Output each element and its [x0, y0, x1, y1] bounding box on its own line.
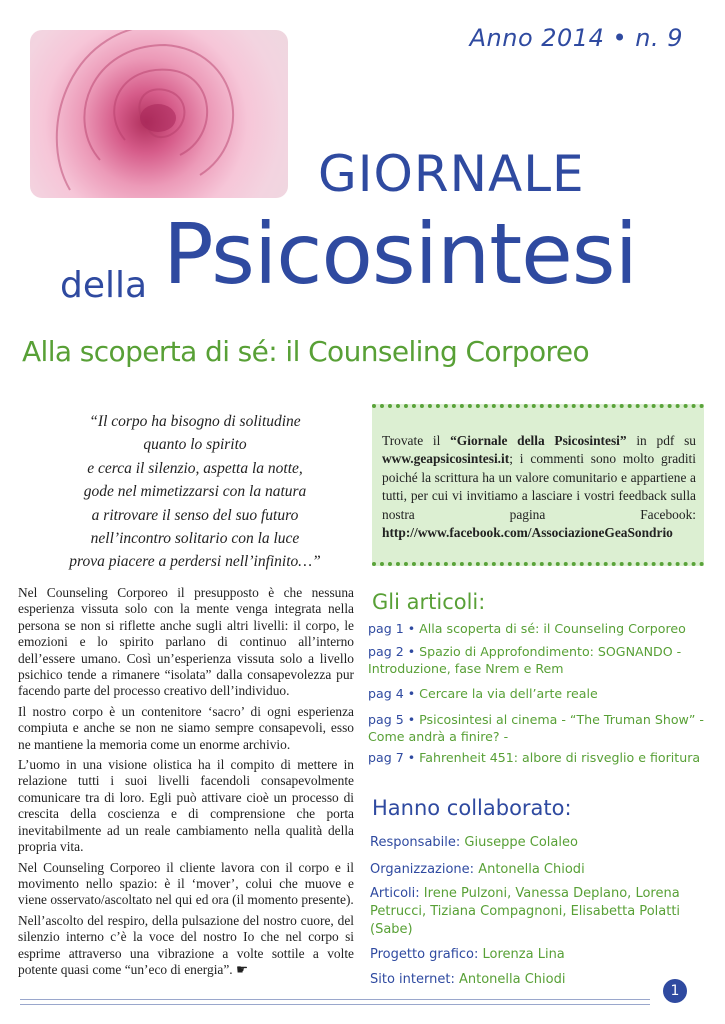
body-paragraph: Nel Counseling Corporeo il cliente lavora con il corpo e il movimento nello spazio: è il ‘mover’, colui che muove e viene osservato/ascoltato nel qui ed ora (il momento presente).	[18, 859, 354, 908]
opening-quote	[36, 410, 354, 574]
article-item[interactable]	[368, 711, 708, 745]
article-item[interactable]	[368, 643, 708, 677]
quote-line: quanto lo spirito	[143, 436, 247, 454]
article-title: Spazio di Approfondimento: SOGNANDO - Introduzione, fase Nrem e Rem	[368, 644, 682, 676]
article-title: Cercare la via dell’arte reale	[419, 686, 598, 701]
title-psicosintesi: Psicosintesi	[163, 205, 637, 303]
quote-line: gode nel mimetizzarsi con la natura	[83, 483, 307, 501]
collaborator-entry	[370, 885, 708, 939]
rose-photo	[30, 30, 288, 198]
collaborator-role: Organizzazione:	[370, 862, 475, 877]
facebook-link[interactable]: http://www.facebook.com/AssociazioneGeaSondrio	[382, 525, 673, 541]
collaborator-name: Antonella Chiodi	[458, 972, 566, 987]
website-link[interactable]: www.geapsicosintesi.it	[382, 451, 510, 467]
collaborator-name: Lorenza Lina	[482, 947, 565, 962]
collaborators-heading: Hanno collaborato:	[372, 796, 572, 820]
article-page: pag 7 •	[368, 750, 416, 765]
issue-number: Anno 2014 • n. 9	[469, 24, 683, 52]
body-paragraph: Il nostro corpo è un contenitore ‘sacro’ di ogni esperienza compiuta e anche se non ne siamo sempre consapevoli, esso ne mantiene la memoria come un enorme archivio.	[18, 703, 354, 752]
rose-petals-icon	[30, 30, 288, 198]
quote-line: prova piacere a perdersi nell’infinito…”	[69, 553, 321, 571]
articles-heading: Gli articoli:	[372, 590, 486, 614]
collaborator-role: Sito internet:	[370, 972, 455, 987]
collaborator-role: Progetto grafico:	[370, 947, 479, 962]
quote-line: a ritrovare il senso del suo futuro	[91, 506, 299, 524]
title-giornale: GIORNALE	[318, 145, 585, 203]
body-paragraph: Nell’ascolto del respiro, della pulsazione del nostro cuore, del silenzio interno c’è la voce del nostro Io che nel corpo si esprime attraverso una vibrazione a volte sottile a volte potente quasi come “un’eco di energia”. ☛	[18, 912, 354, 977]
collaborator-name: Irene Pulzoni, Vanessa Deplano, Lorena Petrucci, Tiziana Compagnoni, Elisabetta Polatti (Sabe)	[370, 886, 681, 937]
quote-line: e cerca il silenzio, aspetta la notte,	[87, 459, 303, 477]
collaborator-entry	[370, 946, 708, 964]
page-subtitle: Alla scoperta di sé: il Counseling Corporeo	[22, 335, 590, 368]
article-title: Fahrenheit 451: albore di risveglio e fioritura	[419, 750, 701, 765]
article-page: pag 5 •	[368, 712, 416, 727]
title-della: della	[60, 265, 148, 306]
article-item[interactable]	[368, 749, 708, 766]
quote-line: “Il corpo ha bisogno di solitudine	[89, 413, 301, 430]
info-box	[372, 404, 704, 566]
info-text-part: in pdf su	[626, 433, 696, 448]
article-title: Psicosintesi al cinema - “The Truman Show” - Come andrà a finire? -	[368, 712, 704, 744]
collaborator-entry	[370, 834, 708, 852]
info-text	[372, 408, 704, 542]
article-title: Alla scoperta di sé: il Counseling Corporeo	[419, 621, 686, 636]
body-paragraph: Nel Counseling Corporeo il presupposto è che nessuna esperienza vissuta solo con la mente venga integrata nella persona se non si riflette anche sugli altri livelli: il corpo, le emozioni e lo spirito parlano di continuo all’interno dell’essere umano. Così un’esperienza vissuta solo a livello psichico tende a rimanere “isolata” dalla consapevolezza pur facendo parte del processo creativo dell’individuo.	[18, 585, 354, 699]
collaborator-name: Antonella Chiodi	[478, 862, 585, 877]
collaborator-role: Responsabile:	[370, 835, 461, 850]
article-page: pag 1 •	[368, 621, 416, 636]
article-item[interactable]	[368, 685, 708, 702]
quote-line: nell’incontro solitario con la luce	[90, 530, 300, 548]
collaborator-role: Articoli:	[370, 886, 420, 901]
info-text-part: ; i commenti sono molto graditi poiché la scrittura ha un valore comunitario e appartiene a tutti, per cui vi invitiamo a lasciare i vostri feedback sulla nostra pagina Facebook:	[382, 451, 696, 522]
article-body	[18, 585, 354, 982]
article-page: pag 4 •	[368, 686, 416, 701]
article-page: pag 2 •	[368, 644, 416, 659]
collaborator-name: Giuseppe Colaleo	[464, 835, 578, 850]
page-number: 1	[663, 979, 687, 1003]
collaborator-entry	[370, 861, 708, 879]
info-text-part: Trovate il	[382, 433, 451, 448]
collaborator-entry	[370, 971, 708, 989]
body-paragraph: L’uomo in una visione olistica ha il compito di mettere in relazione tutti i suoi livelli facendoli consapevolmente comunicare tra di loro. Egli può attivare cioè un processo di crescita della coscienza e di comprensione che porta inevitabilmente ad un reale cambiamento nella qualità della propria vita.	[18, 757, 354, 855]
footer-rule	[20, 999, 650, 1005]
article-item[interactable]	[368, 620, 708, 637]
journal-name: “Giornale della Psicosintesi”	[450, 433, 627, 448]
